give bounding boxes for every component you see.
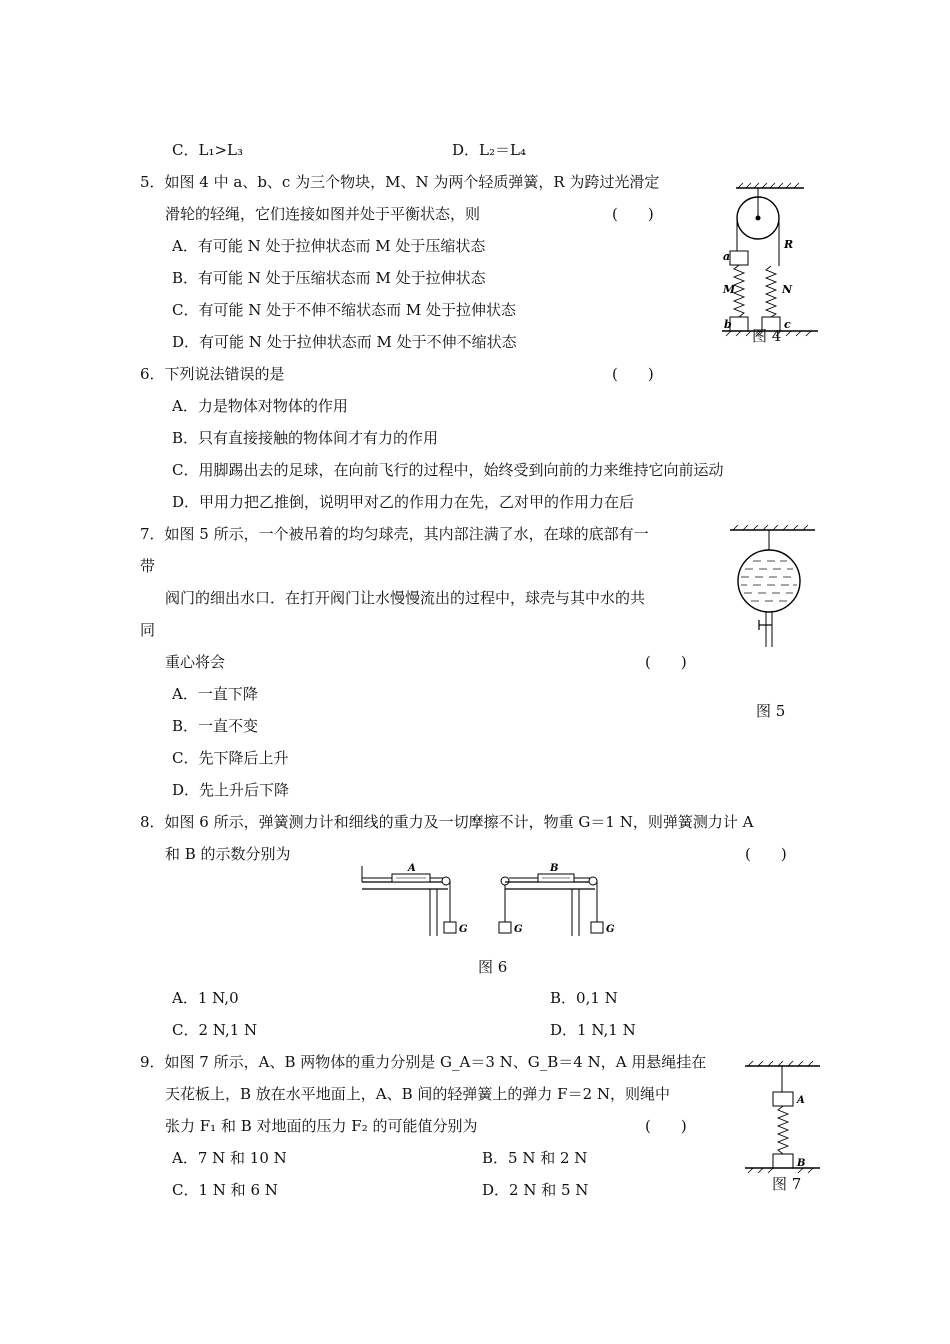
q9-answer-paren: ( ) [645,1117,687,1135]
fig7-label-a: A [797,1095,805,1106]
figure-7-spring-blocks [740,1058,825,1178]
q9-stem-line3: 张力 F₁ 和 B 对地面的压力 F₂ 的可能值分别为 [165,1117,478,1135]
q6-option-c: C．用脚踢出去的足球，在向前飞行的过程中，始终受到向前的力来维持它向前运动 [172,461,724,479]
fig7-label-b: B [797,1158,806,1169]
q5-option-d: D．有可能 N 处于拉伸状态而 M 处于不伸不缩状态 [172,333,517,351]
q4-option-d: D．L₂＝L₄ [452,141,526,159]
q9-option-b: B．5 N 和 2 N [482,1149,588,1167]
q6-stem: 6．下列说法错误的是 [140,365,285,383]
q7-answer-paren: ( ) [645,653,687,671]
fig6-right-label-g: G [606,924,615,935]
q8-option-a: A．1 N,0 [172,989,239,1007]
q5-stem-line2: 滑轮的轻绳，它们连接如图并处于平衡状态，则 [165,205,481,223]
q8-stem-line1: 8．如图 6 所示，弹簧测力计和细线的重力及一切摩擦不计，物重 G＝1 N，则弹簧测力计 A [140,813,754,831]
q5-option-c: C．有可能 N 处于不伸不缩状态而 M 处于拉伸状态 [172,301,517,319]
q9-stem-line2: 天花板上，B 放在水平地面上，A、B 间的轻弹簧上的弹力 F＝2 N，则绳中 [165,1085,671,1103]
q9-option-a: A．7 N 和 10 N [172,1149,287,1167]
figure-6-spring-scales [360,860,625,942]
q9-option-c: C．1 N 和 6 N [172,1181,278,1199]
q4-option-c: C．L₁>L₃ [172,141,243,159]
fig6-label-b: B [550,863,559,874]
q6-option-a: A．力是物体对物体的作用 [172,397,348,415]
q7-option-b: B．一直不变 [172,717,259,735]
q6-answer-paren: ( ) [612,365,654,383]
q6-option-d: D．甲用力把乙推倒，说明甲对乙的作用力在先，乙对甲的作用力在后 [172,493,635,511]
figure-6-caption: 图 6 [478,958,508,976]
q8-answer-paren: ( ) [745,845,787,863]
fig4-label-b: b [724,318,732,331]
q7-stem-line2: 阀门的细出水口．在打开阀门让水慢慢流出的过程中，球壳与其中水的共 [165,589,646,607]
fig6-middle-label-g: G [514,924,523,935]
q5-stem-line1: 5．如图 4 中 a、b、c 为三个物块，M、N 为两个轻质弹簧，R 为跨过光滑定 [140,173,660,191]
q7-stem-line1-wrap: 带 [140,557,156,575]
fig4-label-m: M [723,283,736,296]
q8-option-d: D．1 N,1 N [550,1021,636,1039]
q8-option-b: B．0,1 N [550,989,618,1007]
q5-answer-paren: ( ) [612,205,654,223]
q5-option-a: A．有可能 N 处于拉伸状态而 M 处于压缩状态 [172,237,486,255]
q7-stem-line3: 重心将会 [165,653,226,671]
q9-stem-line1: 9．如图 7 所示，A、B 两物体的重力分别是 G_A＝3 N、G_B＝4 N，A 用悬绳挂在 [140,1053,707,1071]
q8-option-c: C．2 N,1 N [172,1021,258,1039]
q7-option-a: A．一直下降 [172,685,258,703]
q7-option-d: D．先上升后下降 [172,781,290,799]
fig6-left-label-g: G [459,924,468,935]
figure-5-caption: 图 5 [756,702,786,720]
q7-option-c: C．先下降后上升 [172,749,289,767]
q8-stem-line2: 和 B 的示数分别为 [165,845,291,863]
q9-option-d: D．2 N 和 5 N [482,1181,589,1199]
fig4-label-r: R [784,238,794,251]
fig4-label-c: c [784,318,791,331]
q5-option-b: B．有可能 N 处于压缩状态而 M 处于拉伸状态 [172,269,486,287]
q6-option-b: B．只有直接接触的物体间才有力的作用 [172,429,439,447]
figure-7-caption: 图 7 [772,1175,802,1193]
fig6-label-a: A [408,863,416,874]
q7-stem-line2-wrap: 同 [140,621,156,639]
fig4-label-n: N [782,283,793,296]
figure-4-caption: 图 4 [752,327,782,345]
q7-stem-line1: 7．如图 5 所示，一个被吊着的均匀球壳，其内部注满了水，在球的底部有一 [140,525,649,543]
fig4-label-a: a [723,250,731,263]
figure-5-water-sphere [725,525,820,655]
